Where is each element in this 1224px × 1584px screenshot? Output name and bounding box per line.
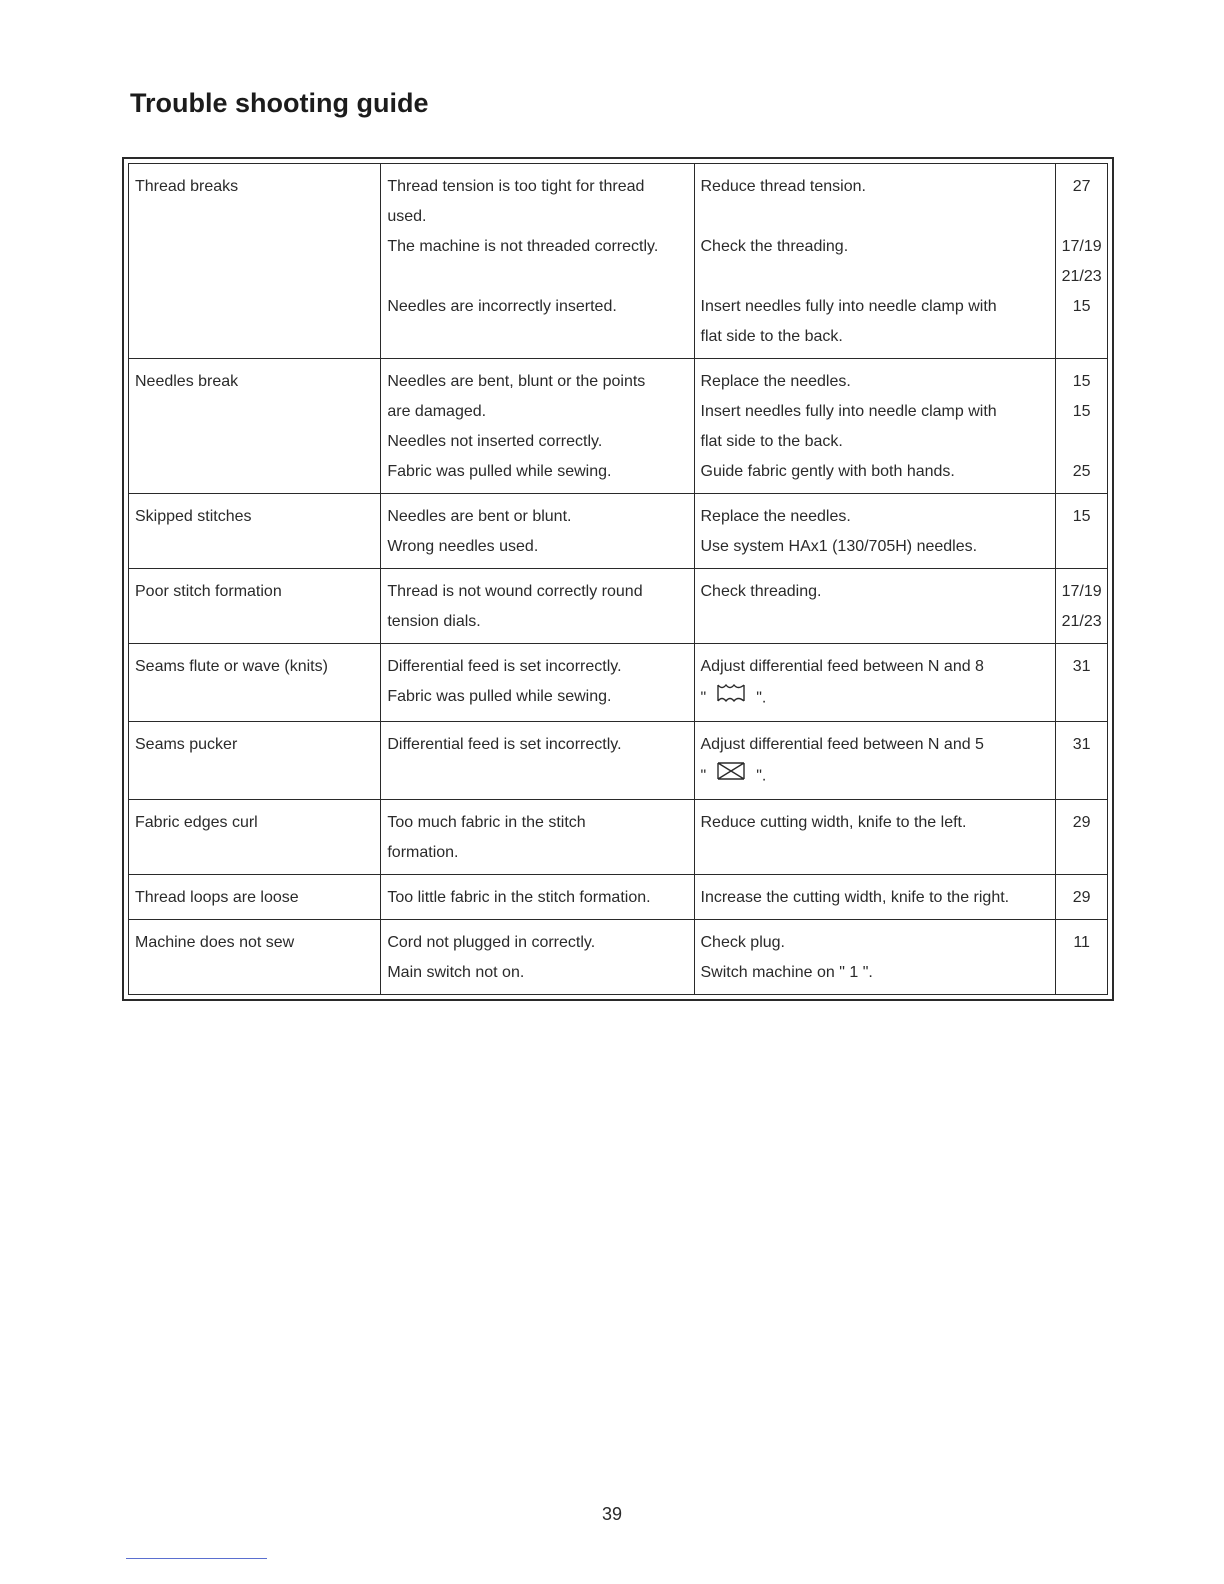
remedy-cell xyxy=(694,875,1056,920)
remedy-line: flat side to the back. xyxy=(700,328,843,345)
table-row xyxy=(129,875,1108,920)
problem-cell xyxy=(129,164,381,359)
close-quote: ". xyxy=(756,689,767,707)
cause-line: are damaged. xyxy=(387,403,487,420)
table-row xyxy=(129,722,1108,800)
problem-cell xyxy=(129,644,381,722)
cause-cell xyxy=(381,359,694,494)
cause-line: Thread tension is too tight for thread xyxy=(387,178,645,195)
page-ref-cell xyxy=(1056,164,1108,359)
page-ref-cell xyxy=(1056,920,1108,995)
page-ref-cell xyxy=(1056,644,1108,722)
remedy-line: flat side to the back. xyxy=(700,433,843,450)
table-row xyxy=(129,494,1108,569)
problem-cell xyxy=(129,875,381,920)
remedy-line: Use system HAx1 (130/705H) needles. xyxy=(700,538,978,555)
cause-line: tension dials. xyxy=(387,613,481,630)
cause-line: formation. xyxy=(387,844,459,861)
cause-cell xyxy=(381,164,694,359)
remedy-line: Increase the cutting width, knife to the right. xyxy=(700,889,1010,906)
remedy-line: Adjust differential feed between N and 5 xyxy=(700,736,984,753)
open-quote: " xyxy=(700,689,707,707)
remedy-line: Guide fabric gently with both hands. xyxy=(700,463,955,480)
cause-line: Needles are bent, blunt or the points xyxy=(387,373,646,390)
page-ref: 11 xyxy=(1073,934,1090,951)
remedy-cell xyxy=(694,359,1056,494)
close-quote: ". xyxy=(756,767,767,785)
problem-text: Thread loops are loose xyxy=(135,889,299,906)
page-ref: 15 xyxy=(1072,403,1091,420)
page-ref-cell xyxy=(1056,494,1108,569)
table-row xyxy=(129,569,1108,644)
page-ref: 29 xyxy=(1072,889,1091,906)
page-ref: 17/19 xyxy=(1061,238,1102,255)
cause-line: The machine is not threaded correctly. xyxy=(387,238,659,255)
troubleshooting-table xyxy=(128,163,1108,995)
problem-cell xyxy=(129,800,381,875)
table-row xyxy=(129,359,1108,494)
cause-line: Fabric was pulled while sewing. xyxy=(387,463,612,480)
page-ref xyxy=(1058,202,1105,232)
page-ref-cell xyxy=(1056,875,1108,920)
page-ref-cell xyxy=(1056,722,1108,800)
remedy-line: Insert needles fully into needle clamp with xyxy=(700,403,997,420)
remedy-cell xyxy=(694,164,1056,359)
remedy-line xyxy=(701,202,1050,232)
remedy-line: Reduce cutting width, knife to the left. xyxy=(700,814,967,831)
problem-cell xyxy=(129,722,381,800)
troubleshooting-table-frame xyxy=(122,157,1114,1001)
remedy-cell xyxy=(694,644,1056,722)
remedy-line: Replace the needles. xyxy=(700,373,851,390)
page-ref: 17/19 xyxy=(1061,583,1102,600)
remedy-cell xyxy=(694,494,1056,569)
cause-cell xyxy=(381,722,694,800)
remedy-line: Insert needles fully into needle clamp with xyxy=(700,298,997,315)
troubleshooting-table-body xyxy=(129,164,1108,995)
remedy-cell xyxy=(694,800,1056,875)
remedy-cell xyxy=(694,569,1056,644)
cause-cell xyxy=(381,494,694,569)
remedy-line xyxy=(701,262,1050,292)
page-ref: 15 xyxy=(1072,298,1091,315)
table-row xyxy=(129,164,1108,359)
problem-text: Thread breaks xyxy=(135,178,239,195)
remedy-line: Switch machine on " 1 ". xyxy=(700,964,873,981)
problem-cell xyxy=(129,920,381,995)
problem-text: Seams flute or wave (knits) xyxy=(135,658,328,675)
cause-cell xyxy=(381,875,694,920)
cause-line: Needles not inserted correctly. xyxy=(387,433,603,450)
cause-line: Fabric was pulled while sewing. xyxy=(387,688,612,705)
cause-line: Cord not plugged in correctly. xyxy=(387,934,596,951)
cause-line: Needles are bent or blunt. xyxy=(387,508,572,525)
cause-cell xyxy=(381,920,694,995)
remedy-line: Check threading. xyxy=(700,583,822,600)
problem-text: Poor stitch formation xyxy=(135,583,282,600)
remedy-line: Check the threading. xyxy=(700,238,849,255)
gathered-seam-icon xyxy=(716,760,746,793)
table-row xyxy=(129,644,1108,722)
cause-line: Wrong needles used. xyxy=(387,538,539,555)
remedy-line: Adjust differential feed between N and 8 xyxy=(700,658,984,675)
problem-text: Fabric edges curl xyxy=(135,814,258,831)
problem-cell xyxy=(129,494,381,569)
page-ref xyxy=(1058,427,1105,457)
page-ref-cell xyxy=(1056,359,1108,494)
page-ref: 25 xyxy=(1072,463,1091,480)
table-row xyxy=(129,920,1108,995)
page-ref: 31 xyxy=(1072,658,1091,675)
page-ref: 21/23 xyxy=(1061,613,1102,630)
cause-line: used. xyxy=(387,208,427,225)
cause-cell xyxy=(381,800,694,875)
page-number: 39 xyxy=(601,1504,623,1524)
cause-line: Too much fabric in the stitch xyxy=(387,814,586,831)
open-quote: " xyxy=(700,767,707,785)
remedy-cell xyxy=(694,722,1056,800)
problem-text: Skipped stitches xyxy=(135,508,252,525)
wavy-seam-icon xyxy=(716,682,746,715)
cause-cell xyxy=(381,644,694,722)
page-ref: 27 xyxy=(1072,178,1091,195)
page-ref-cell xyxy=(1056,800,1108,875)
remedy-cell xyxy=(694,920,1056,995)
problem-cell xyxy=(129,359,381,494)
remedy-line: Replace the needles. xyxy=(700,508,851,525)
cause-line: Too little fabric in the stitch formation. xyxy=(387,889,651,906)
cause-line: Thread is not wound correctly round xyxy=(387,583,643,600)
cause-line: Differential feed is set incorrectly. xyxy=(387,736,622,753)
remedy-symbol-line xyxy=(701,682,1050,715)
page-title: Trouble shooting guide xyxy=(130,88,429,118)
cause-cell xyxy=(381,569,694,644)
page-ref: 29 xyxy=(1072,814,1091,831)
footer-rule xyxy=(126,1558,267,1559)
remedy-line: Reduce thread tension. xyxy=(700,178,866,195)
problem-text: Machine does not sew xyxy=(135,934,295,951)
remedy-symbol-line xyxy=(701,760,1050,793)
page-ref: 15 xyxy=(1072,373,1091,390)
cause-line: Needles are incorrectly inserted. xyxy=(387,298,617,315)
cause-line xyxy=(387,262,687,292)
problem-cell xyxy=(129,569,381,644)
page-ref: 31 xyxy=(1072,736,1091,753)
problem-text: Seams pucker xyxy=(135,736,238,753)
cause-line: Differential feed is set incorrectly. xyxy=(387,658,622,675)
table-row xyxy=(129,800,1108,875)
problem-text: Needles break xyxy=(135,373,239,390)
page-ref: 15 xyxy=(1072,508,1091,525)
page-ref-cell xyxy=(1056,569,1108,644)
remedy-line: Check plug. xyxy=(700,934,785,951)
cause-line: Main switch not on. xyxy=(387,964,525,981)
page-ref: 21/23 xyxy=(1061,268,1102,285)
